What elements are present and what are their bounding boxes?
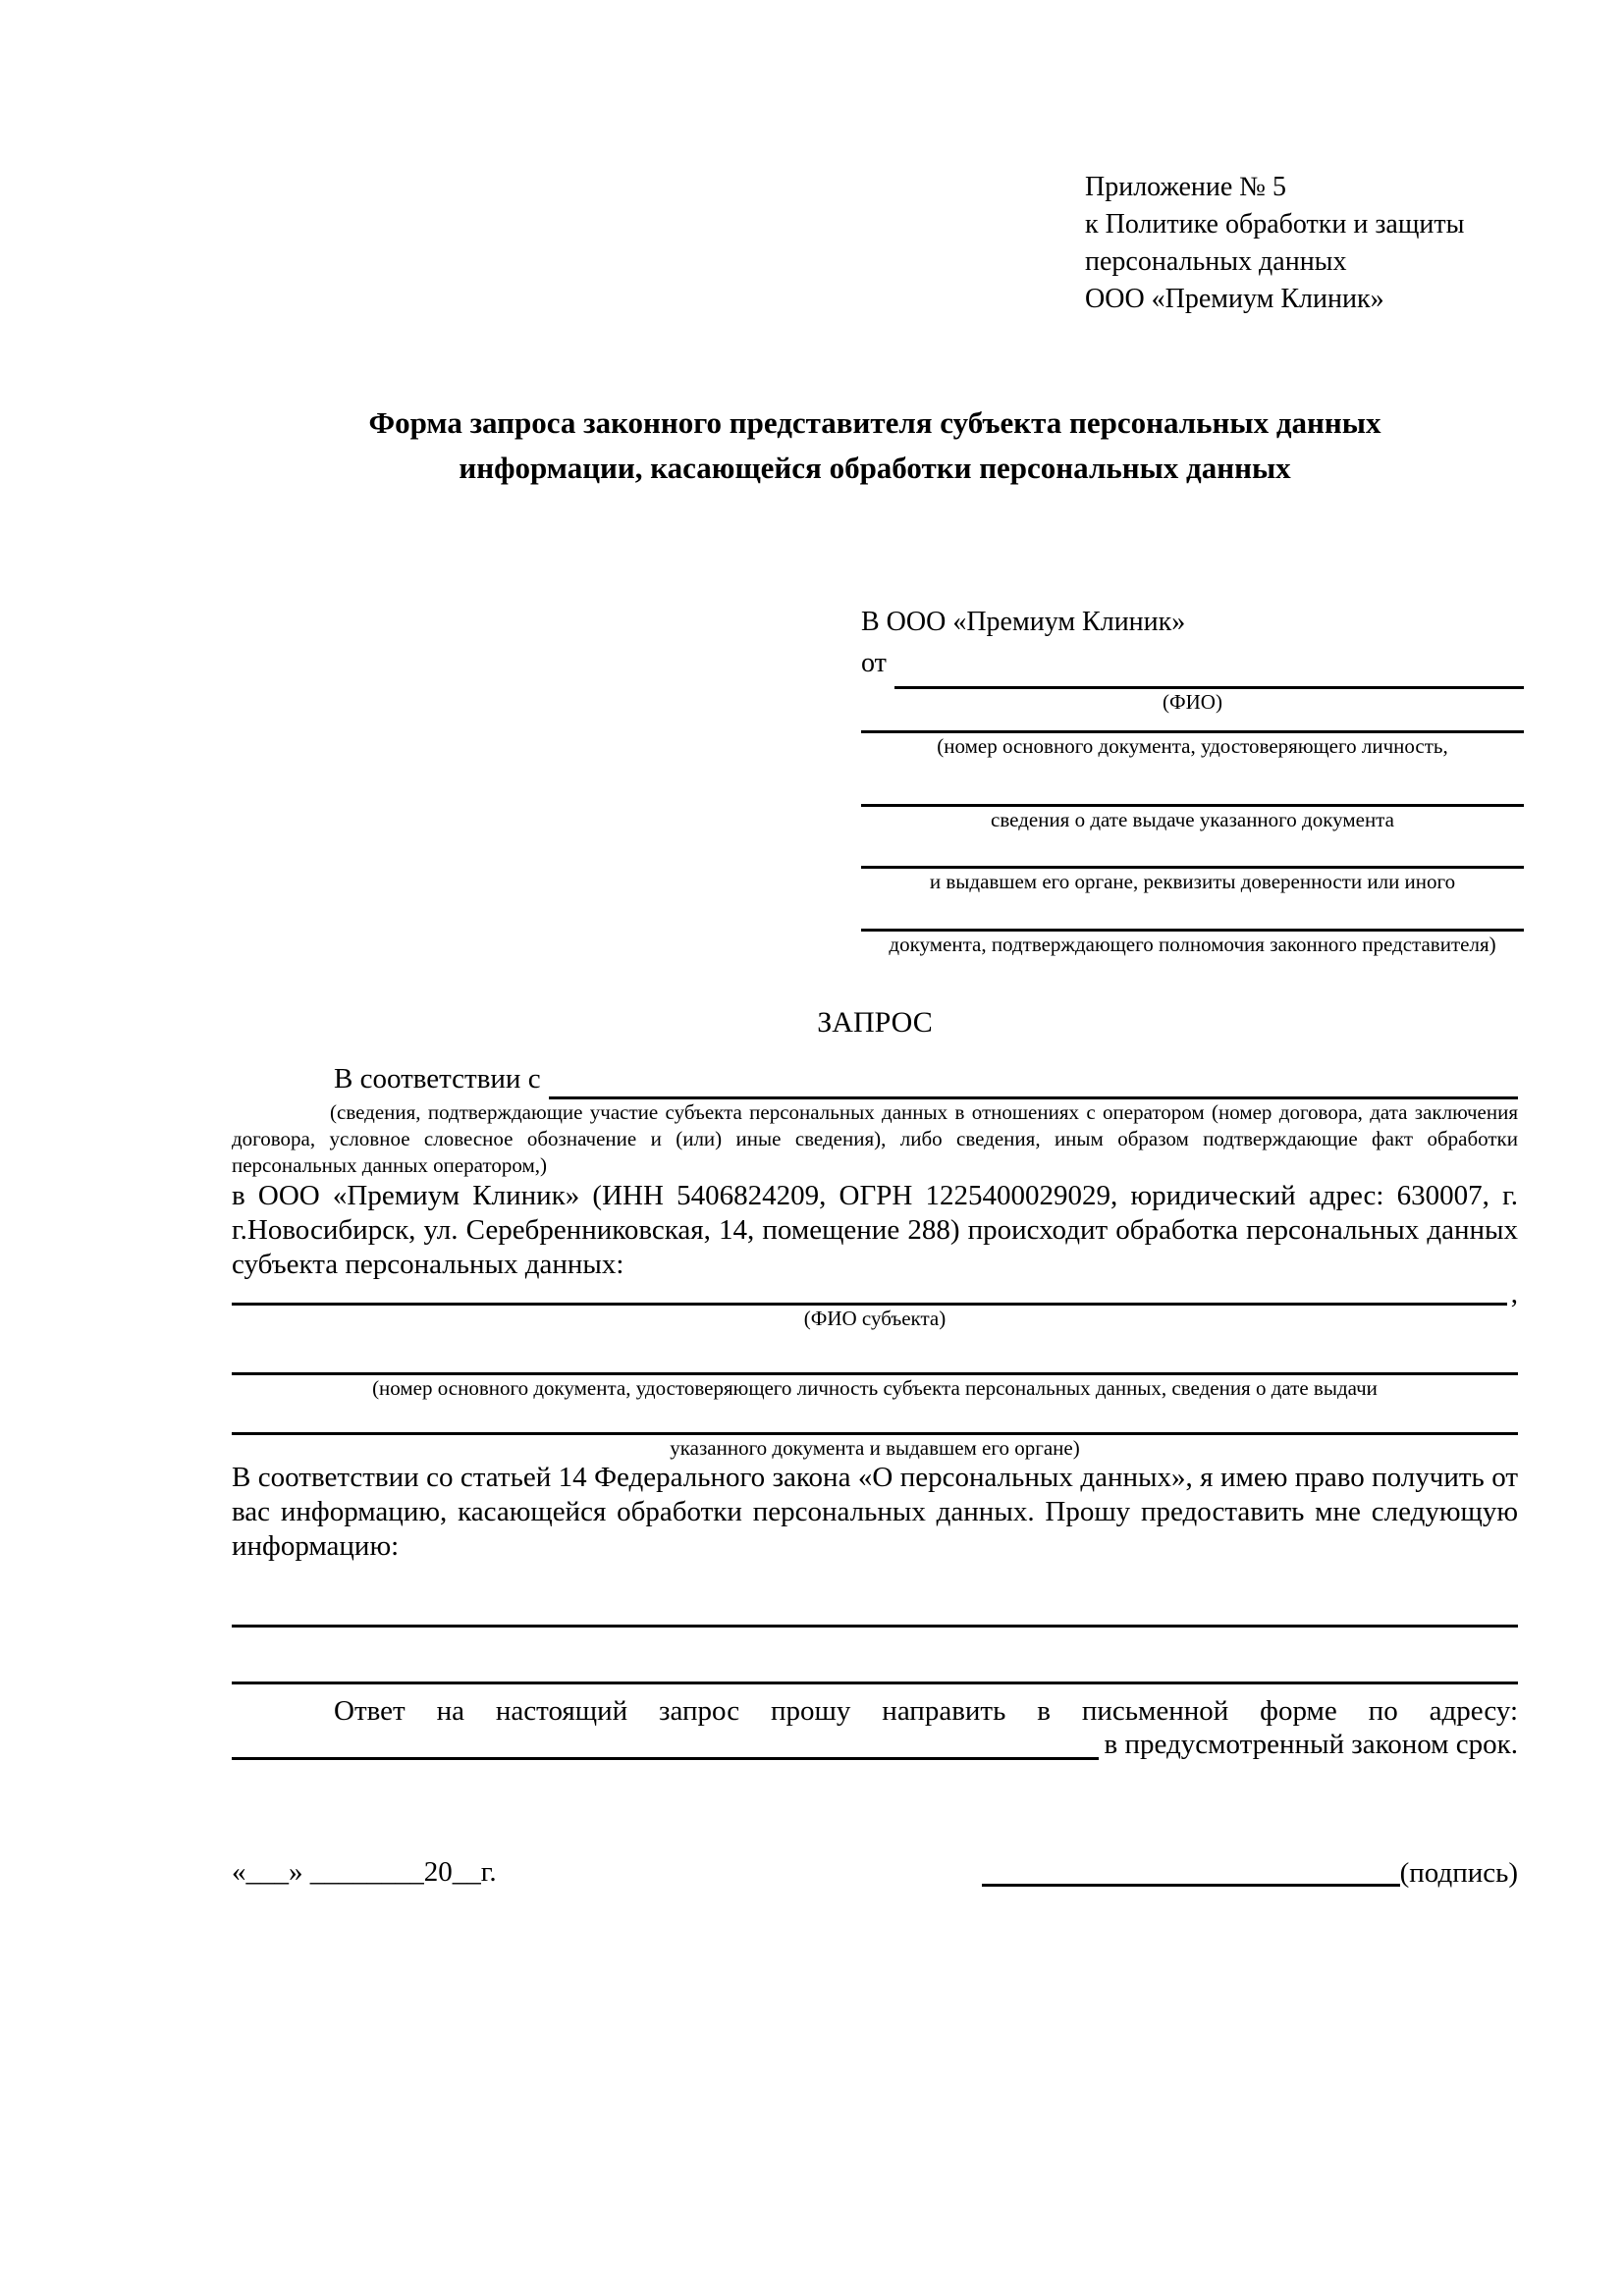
accordance-row bbox=[232, 1062, 1518, 1099]
doc-caption-4: документа, подтверждающего полномочия законного представителя) bbox=[889, 933, 1496, 956]
appendix-line: ООО «Премиум Клиник» bbox=[1085, 284, 1384, 314]
response-paragraph: Ответ на настоящий запрос прошу направить в письменной форме по адресу: bbox=[334, 1695, 1518, 1727]
subject-doc-caption-2: указанного документа и выдавшем его органе) bbox=[670, 1436, 1080, 1460]
from-label: от bbox=[861, 648, 887, 678]
info-blank-line-1 bbox=[232, 1625, 1518, 1628]
document-title-line2: информации, касающейся обработки персональных данных bbox=[459, 451, 1291, 485]
law-paragraph: В соответствии со статьей 14 Федерального закона «О персональных данных», я имею право получить от вас информацию, касающейся обработки персональных данных. Прошу предоставить мне следующую информацию: bbox=[232, 1462, 1518, 1562]
accordance-label: В соответствии с bbox=[334, 1063, 541, 1095]
request-body bbox=[232, 1003, 1518, 1891]
accordance-caption: (сведения, подтверждающие участие субъекта персональных данных в отношениях с оператором (номер договора, дата заключения договора, условное словесное обозначение и (или) иные сведения), либо сведения, иным образом подтверждающие факт обработки персональных данных оператором,) bbox=[232, 1100, 1518, 1177]
fio-blank-line bbox=[894, 646, 1524, 689]
address-row bbox=[232, 1729, 1518, 1760]
date-line: «___» ________20__г. bbox=[232, 1856, 497, 1888]
doc-caption-1: (номер основного документа, удостоверяющего личность, bbox=[937, 734, 1448, 758]
subject-doc-caption-1: (номер основного документа, удостоверяющего личность субъекта персональных данных, сведения о дате выдачи bbox=[372, 1376, 1378, 1400]
from-row bbox=[861, 646, 1524, 689]
request-heading: ЗАПРОС bbox=[817, 1006, 933, 1039]
operator-paragraph: в ООО «Премиум Клиник» (ИНН 5406824209, ОГРН 1225400029029, юридический адрес: 630007, г. г.Новосибирск, ул. Серебренниковская, 14, помещение 288) происходит обработка персональных данных субъекта персональных данных: bbox=[232, 1180, 1518, 1280]
signature-blank-line bbox=[982, 1884, 1400, 1887]
footer-row bbox=[232, 1855, 1518, 1891]
fio-caption: (ФИО) bbox=[1163, 690, 1222, 714]
appendix-line: к Политике обработки и защиты bbox=[1085, 209, 1465, 240]
document-title bbox=[232, 400, 1518, 491]
trailing-comma: , bbox=[1510, 1278, 1518, 1309]
doc-caption-3: и выдавшем его органе, реквизиты доверенности или иного bbox=[929, 870, 1456, 893]
info-blank-line-2 bbox=[232, 1682, 1518, 1684]
addressee-block bbox=[861, 605, 1524, 957]
organization-name: В ООО «Премиум Клиник» bbox=[861, 607, 1186, 637]
response-tail: в предусмотренный законом срок. bbox=[1104, 1729, 1518, 1760]
appendix-block bbox=[1085, 169, 1464, 318]
subject-fio-caption: (ФИО субъекта) bbox=[803, 1307, 947, 1330]
document-title-line1: Форма запроса законного представителя субъекта персональных данных bbox=[368, 405, 1381, 440]
signature-group bbox=[982, 1855, 1518, 1891]
subject-fio-row bbox=[232, 1278, 1518, 1309]
signature-caption: (подпись) bbox=[1399, 1857, 1518, 1889]
address-blank-line bbox=[232, 1757, 1099, 1760]
appendix-line: Приложение № 5 bbox=[1085, 172, 1286, 202]
doc-caption-2: сведения о дате выдаче указанного документа bbox=[991, 808, 1394, 831]
accordance-blank-line bbox=[549, 1062, 1518, 1099]
appendix-line: персональных данных bbox=[1085, 246, 1347, 277]
